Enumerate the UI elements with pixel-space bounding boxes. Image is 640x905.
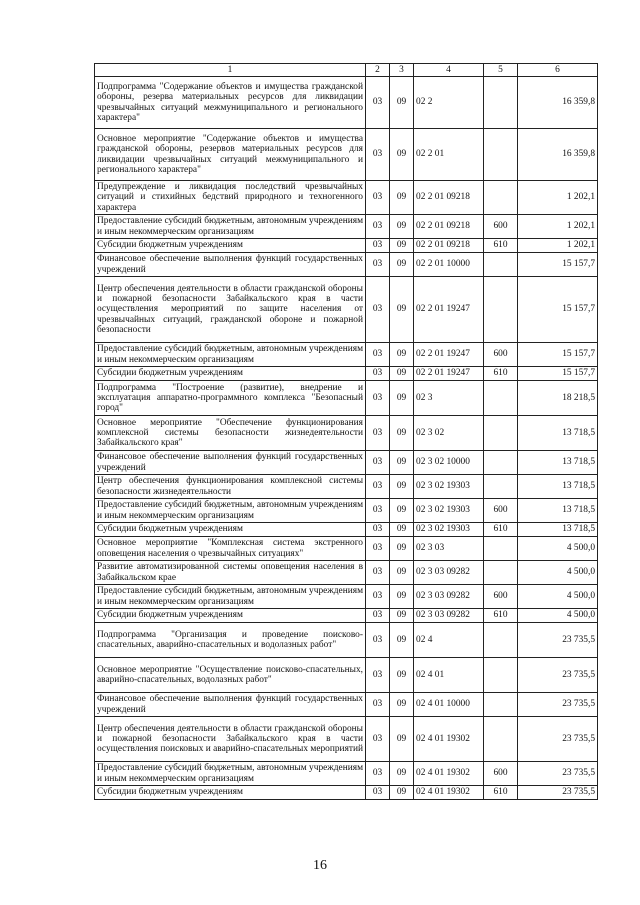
table-row: [95, 416, 598, 451]
table-row: [95, 786, 598, 800]
row-target-article: 02 2 01 10000: [414, 253, 484, 277]
row-expense-type: [484, 381, 518, 416]
row-section: 03: [366, 239, 390, 253]
row-section: 03: [366, 537, 390, 561]
header-col-3: 3: [390, 64, 414, 77]
table-row: [95, 381, 598, 416]
budget-table: [94, 63, 598, 800]
row-section: 03: [366, 343, 390, 367]
row-amount: 15 157,7: [518, 367, 598, 381]
table-row: [95, 475, 598, 499]
row-section: 03: [366, 475, 390, 499]
row-name: Субсидии бюджетным учреждениям: [95, 609, 366, 623]
row-subsection: 09: [390, 693, 414, 717]
row-amount: 23 735,5: [518, 693, 598, 717]
row-name: Предоставление субсидий бюджетным, автономным учреждениям и иным некоммерческим организациям: [95, 762, 366, 786]
row-section: 03: [366, 609, 390, 623]
row-target-article: 02 3 03 09282: [414, 585, 484, 609]
row-name: Основное мероприятие "Обеспечение функционирования комплексной системы безопасности жизнедеятельности Забайкальского края": [95, 416, 366, 451]
row-target-article: 02 4 01 19302: [414, 786, 484, 800]
row-subsection: 09: [390, 215, 414, 239]
table-row: [95, 623, 598, 658]
row-section: 03: [366, 523, 390, 537]
row-subsection: 09: [390, 585, 414, 609]
row-subsection: 09: [390, 343, 414, 367]
row-target-article: 02 2: [414, 77, 484, 129]
row-section: 03: [366, 215, 390, 239]
table-row: [95, 537, 598, 561]
row-section: 03: [366, 762, 390, 786]
row-name: Основное мероприятие "Комплексная система экстренного оповещения населения о чрезвычайных ситуациях": [95, 537, 366, 561]
row-name: Субсидии бюджетным учреждениям: [95, 239, 366, 253]
row-name: Основное мероприятие "Осуществление поисково-спасательных, аварийно-спасательных, водолазных работ": [95, 658, 366, 693]
row-target-article: 02 3 02: [414, 416, 484, 451]
row-subsection: 09: [390, 786, 414, 800]
row-name: Предоставление субсидий бюджетным, автономным учреждениям и иным некоммерческим организациям: [95, 585, 366, 609]
row-section: 03: [366, 585, 390, 609]
table-row: [95, 343, 598, 367]
row-name: Подпрограмма "Построение (развитие), внедрение и эксплуатация аппаратно-программного комплекса "Безопасный город": [95, 381, 366, 416]
row-expense-type: [484, 693, 518, 717]
table-row: [95, 499, 598, 523]
table-row: [95, 561, 598, 585]
row-subsection: 09: [390, 277, 414, 343]
row-target-article: 02 2 01 19247: [414, 277, 484, 343]
row-subsection: 09: [390, 475, 414, 499]
row-section: 03: [366, 77, 390, 129]
row-amount: 1 202,1: [518, 239, 598, 253]
row-section: 03: [366, 717, 390, 762]
row-amount: 23 735,5: [518, 717, 598, 762]
row-amount: 4 500,0: [518, 537, 598, 561]
row-amount: 4 500,0: [518, 561, 598, 585]
row-name: Финансовое обеспечение выполнения функций государственных учреждений: [95, 253, 366, 277]
row-subsection: 09: [390, 381, 414, 416]
header-col-4: 4: [414, 64, 484, 77]
row-subsection: 09: [390, 561, 414, 585]
row-expense-type: 610: [484, 523, 518, 537]
row-name: Предоставление субсидий бюджетным, автономным учреждениям и иным некоммерческим организациям: [95, 215, 366, 239]
row-expense-type: 610: [484, 239, 518, 253]
row-subsection: 09: [390, 609, 414, 623]
row-name: Финансовое обеспечение выполнения функций государственных учреждений: [95, 693, 366, 717]
row-section: 03: [366, 499, 390, 523]
row-target-article: 02 4: [414, 623, 484, 658]
row-amount: 4 500,0: [518, 585, 598, 609]
table-row: [95, 129, 598, 181]
header-col-1: 1: [95, 64, 366, 77]
row-amount: 1 202,1: [518, 181, 598, 215]
header-col-5: 5: [484, 64, 518, 77]
row-subsection: 09: [390, 416, 414, 451]
row-expense-type: [484, 717, 518, 762]
row-expense-type: [484, 129, 518, 181]
row-subsection: 09: [390, 762, 414, 786]
row-expense-type: [484, 561, 518, 585]
row-amount: 16 359,8: [518, 129, 598, 181]
row-expense-type: [484, 253, 518, 277]
table-row: [95, 239, 598, 253]
row-amount: 13 718,5: [518, 499, 598, 523]
row-amount: 15 157,7: [518, 253, 598, 277]
row-amount: 13 718,5: [518, 416, 598, 451]
row-name: Подпрограмма "Содержание объектов и имущества гражданской обороны, резерва материальных ресурсов для ликвидации чрезвычайных ситуаций межмуниципального и регионального характера": [95, 77, 366, 129]
row-section: 03: [366, 367, 390, 381]
row-expense-type: [484, 451, 518, 475]
table-row: [95, 693, 598, 717]
row-name: Субсидии бюджетным учреждениям: [95, 786, 366, 800]
table-row: [95, 585, 598, 609]
table-row: [95, 762, 598, 786]
row-expense-type: 600: [484, 343, 518, 367]
table-row: [95, 77, 598, 129]
row-subsection: 09: [390, 451, 414, 475]
row-amount: 18 218,5: [518, 381, 598, 416]
row-section: 03: [366, 129, 390, 181]
row-target-article: 02 3 03: [414, 537, 484, 561]
row-target-article: 02 3 02 19303: [414, 499, 484, 523]
row-subsection: 09: [390, 129, 414, 181]
row-section: 03: [366, 451, 390, 475]
row-section: 03: [366, 416, 390, 451]
row-subsection: 09: [390, 717, 414, 762]
row-amount: 13 718,5: [518, 475, 598, 499]
table-row: [95, 277, 598, 343]
row-target-article: 02 4 01 19302: [414, 762, 484, 786]
row-target-article: 02 2 01 09218: [414, 215, 484, 239]
row-section: 03: [366, 786, 390, 800]
page-number: 16: [313, 858, 327, 873]
table-row: [95, 181, 598, 215]
row-target-article: 02 2 01: [414, 129, 484, 181]
row-target-article: 02 3 02 19303: [414, 523, 484, 537]
row-subsection: 09: [390, 253, 414, 277]
row-subsection: 09: [390, 537, 414, 561]
row-name: Предоставление субсидий бюджетным, автономным учреждениям и иным некоммерческим организациям: [95, 499, 366, 523]
row-amount: 23 735,5: [518, 658, 598, 693]
table-row: [95, 609, 598, 623]
row-target-article: 02 3 02 19303: [414, 475, 484, 499]
table-row: [95, 658, 598, 693]
row-name: Субсидии бюджетным учреждениям: [95, 367, 366, 381]
row-target-article: 02 4 01 19302: [414, 717, 484, 762]
row-expense-type: [484, 277, 518, 343]
row-expense-type: 600: [484, 499, 518, 523]
row-subsection: 09: [390, 239, 414, 253]
table-body: [95, 77, 598, 800]
row-target-article: 02 3 03 09282: [414, 561, 484, 585]
row-amount: 23 735,5: [518, 762, 598, 786]
row-name: Субсидии бюджетным учреждениям: [95, 523, 366, 537]
table-row: [95, 451, 598, 475]
row-target-article: 02 2 01 09218: [414, 239, 484, 253]
row-subsection: 09: [390, 523, 414, 537]
row-target-article: 02 2 01 19247: [414, 367, 484, 381]
row-name: Развитие автоматизированной системы оповещения населения в Забайкальском крае: [95, 561, 366, 585]
row-target-article: 02 4 01 10000: [414, 693, 484, 717]
row-target-article: 02 2 01 19247: [414, 343, 484, 367]
row-amount: 15 157,7: [518, 277, 598, 343]
row-expense-type: [484, 475, 518, 499]
row-expense-type: [484, 77, 518, 129]
row-expense-type: 600: [484, 762, 518, 786]
row-target-article: 02 3 03 09282: [414, 609, 484, 623]
row-subsection: 09: [390, 499, 414, 523]
row-name: Подпрограмма "Организация и проведение поисково-спасательных, аварийно-спасательных и водолазных работ": [95, 623, 366, 658]
row-name: Предоставление субсидий бюджетным, автономным учреждениям и иным некоммерческим организациям: [95, 343, 366, 367]
table-row: [95, 253, 598, 277]
row-name: Основное мероприятие "Содержание объектов и имущества гражданской обороны, резервов материальных ресурсов для ликвидации чрезвычайных ситуаций межмуниципального и регионального характера": [95, 129, 366, 181]
row-name: Предупреждение и ликвидация последствий чрезвычайных ситуаций и стихийных бедствий природного и техногенного характера: [95, 181, 366, 215]
row-expense-type: 610: [484, 786, 518, 800]
row-section: 03: [366, 623, 390, 658]
row-expense-type: [484, 181, 518, 215]
row-expense-type: [484, 623, 518, 658]
row-section: 03: [366, 693, 390, 717]
row-expense-type: [484, 416, 518, 451]
row-amount: 23 735,5: [518, 786, 598, 800]
row-target-article: 02 2 01 09218: [414, 181, 484, 215]
row-section: 03: [366, 277, 390, 343]
row-subsection: 09: [390, 77, 414, 129]
row-amount: 16 359,8: [518, 77, 598, 129]
table-row: [95, 215, 598, 239]
row-amount: 13 718,5: [518, 523, 598, 537]
row-section: 03: [366, 561, 390, 585]
row-subsection: 09: [390, 623, 414, 658]
row-subsection: 09: [390, 658, 414, 693]
header-col-6: 6: [518, 64, 598, 77]
row-name: Центр обеспечения деятельности в области гражданской обороны и пожарной безопасности Забайкальского края в части осуществления мероприятий по защите населения от чрезвычайных ситуаций, гражданской обороне и пожарной безопасности: [95, 277, 366, 343]
row-target-article: 02 4 01: [414, 658, 484, 693]
row-name: Финансовое обеспечение выполнения функций государственных учреждений: [95, 451, 366, 475]
row-amount: 15 157,7: [518, 343, 598, 367]
table-row: [95, 367, 598, 381]
row-name: Центр обеспечения деятельности в области гражданской обороны и пожарной безопасности Забайкальского края в части осуществления поисковых и аварийно-спасательных мероприятий: [95, 717, 366, 762]
row-expense-type: 600: [484, 215, 518, 239]
row-amount: 4 500,0: [518, 609, 598, 623]
row-amount: 23 735,5: [518, 623, 598, 658]
table-row: [95, 717, 598, 762]
header-col-2: 2: [366, 64, 390, 77]
row-subsection: 09: [390, 181, 414, 215]
row-amount: 13 718,5: [518, 451, 598, 475]
row-section: 03: [366, 381, 390, 416]
row-expense-type: [484, 658, 518, 693]
row-section: 03: [366, 658, 390, 693]
table-row: [95, 523, 598, 537]
row-expense-type: 600: [484, 585, 518, 609]
row-target-article: 02 3 02 10000: [414, 451, 484, 475]
row-expense-type: 610: [484, 609, 518, 623]
row-expense-type: [484, 537, 518, 561]
row-section: 03: [366, 181, 390, 215]
table-header-row: [95, 64, 598, 77]
row-expense-type: 610: [484, 367, 518, 381]
row-name: Центр обеспечения функционирования комплексной системы безопасности жизнедеятельности: [95, 475, 366, 499]
row-amount: 1 202,1: [518, 215, 598, 239]
row-subsection: 09: [390, 367, 414, 381]
row-target-article: 02 3: [414, 381, 484, 416]
row-section: 03: [366, 253, 390, 277]
